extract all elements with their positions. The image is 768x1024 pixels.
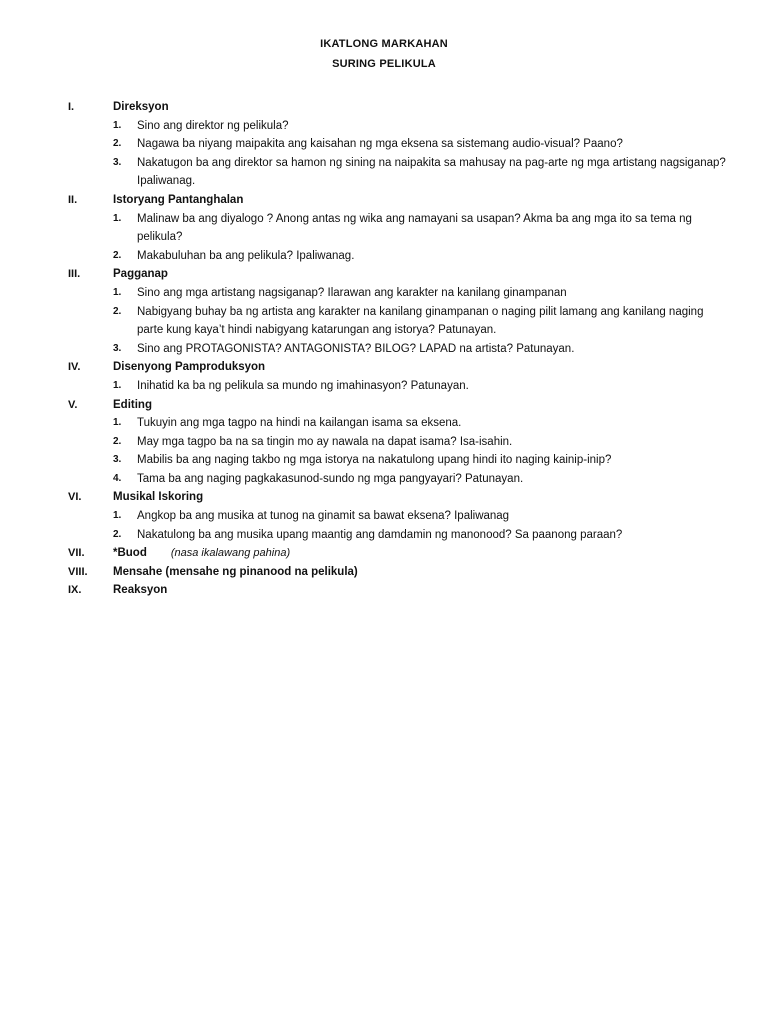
section-roman-numeral: I. (68, 101, 75, 113)
question-text: Angkop ba ang musika at tunog na ginamit sa bawat eksena? Ipaliwanag (137, 510, 510, 523)
section-roman-numeral: IX. (68, 584, 82, 597)
outline-section (0, 358, 768, 395)
review-outline (0, 98, 768, 600)
question-item (0, 433, 768, 452)
question-item (0, 451, 768, 470)
question-number: 2. (113, 138, 122, 150)
question-list (0, 210, 768, 266)
section-title-text: Pagganap (113, 268, 168, 281)
section-title-text: Istoryang Pantanghalan (113, 193, 244, 206)
outline-section (0, 396, 768, 489)
section-roman-numeral: III. (68, 268, 81, 281)
section-roman-numeral: II. (68, 193, 78, 206)
question-item (0, 470, 768, 489)
question-number: 1. (113, 212, 122, 224)
question-item (0, 135, 768, 154)
section-heading (0, 581, 768, 600)
question-item (0, 414, 768, 433)
question-number: 1. (113, 417, 122, 429)
question-text: Tama ba ang naging pagkakasunod-sundo ng mga pangyayari? Patunayan. (137, 472, 524, 485)
question-item (0, 526, 768, 545)
section-title-text: Mensahe (mensahe ng pinanood na pelikula) (113, 565, 358, 578)
document-header (0, 34, 768, 74)
question-text: Tukuyin ang mga tagpo na hindi na kailangan isama sa eksena. (137, 417, 462, 430)
section-title-text: Direksyon (113, 101, 169, 113)
quarter-title: IKATLONG MARKAHAN (320, 38, 448, 50)
section-heading (0, 265, 768, 284)
section-roman-numeral: IV. (68, 361, 81, 374)
question-text: Inihatid ka ba ng pelikula sa mundo ng imahinasyon? Patunayan. (137, 379, 469, 392)
section-title (113, 98, 169, 117)
question-item (0, 154, 768, 191)
section-roman-numeral: VII. (68, 547, 85, 560)
section-title (113, 396, 152, 415)
section-heading (0, 98, 768, 117)
question-item (0, 303, 768, 340)
question-text: Nakatugon ba ang direktor sa hamon ng sining na naipakita sa mahusay na pag-arte ng mga artistang nagsiganap? Ipaliwanag. (137, 156, 726, 188)
section-title (113, 191, 243, 210)
question-text: Sino ang PROTAGONISTA? ANTAGONISTA? BILOG? LAPAD na artista? Patunayan. (137, 342, 575, 355)
question-text: Sino ang mga artistang nagsiganap? Ilarawan ang karakter na kanilang ginampanan (137, 286, 567, 299)
question-number: 3. (113, 156, 122, 168)
section-title-text: Disenyong Pamproduksyon (113, 361, 266, 374)
section-roman-numeral: VI. (68, 491, 82, 504)
outline-section (0, 563, 768, 582)
question-item (0, 340, 768, 359)
section-title (113, 488, 203, 507)
outline-section (0, 98, 768, 191)
question-number: 1. (113, 119, 122, 131)
section-title (113, 265, 168, 284)
section-heading (0, 358, 768, 377)
outline-section (0, 581, 768, 600)
question-number: 1. (113, 510, 122, 522)
question-item (0, 507, 768, 526)
outline-section (0, 544, 768, 563)
section-heading (0, 544, 768, 563)
section-roman-numeral: VIII. (68, 565, 88, 578)
question-list (0, 507, 768, 544)
question-number: 2. (113, 435, 122, 447)
question-number: 2. (113, 305, 122, 317)
question-list (0, 284, 768, 358)
question-number: 1. (113, 286, 122, 298)
question-item (0, 210, 768, 247)
section-title-text: Reaksyon (113, 584, 168, 597)
section-title (113, 581, 167, 600)
question-item (0, 117, 768, 136)
question-item (0, 284, 768, 303)
section-note: (nasa ikalawang pahina) (170, 547, 291, 560)
question-number: 4. (113, 472, 122, 484)
question-text: Malinaw ba ang diyalogo ? Anong antas ng wika ang namayani sa usapan? Akma ba ang mga ito sa tema ng pelikula? (137, 212, 692, 244)
question-text: Nagawa ba niyang maipakita ang kaisahan ng mga eksena sa sistemang audio-visual? Paano? (137, 138, 623, 151)
question-number: 2. (113, 528, 122, 540)
section-title-text: Musikal Iskoring (113, 491, 204, 504)
section-title-text: *Buod (113, 547, 147, 560)
section-title-text: Editing (113, 398, 152, 411)
question-list (0, 117, 768, 191)
question-text: Mabilis ba ang naging takbo ng mga istorya na nakatulong upang hindi ito naging kainip-inip? (137, 454, 612, 467)
question-number: 3. (113, 454, 122, 466)
outline-section (0, 265, 768, 358)
worksheet-title: SURING PELIKULA (332, 58, 436, 70)
question-list (0, 377, 768, 396)
section-heading (0, 191, 768, 210)
question-number: 2. (113, 249, 122, 261)
section-heading (0, 563, 768, 582)
question-text: May mga tagpo ba na sa tingin mo ay nawala na dapat isama? Isa-isahin. (137, 435, 513, 448)
question-text: Sino ang direktor ng pelikula? (137, 119, 289, 132)
outline-section (0, 488, 768, 544)
section-roman-numeral: V. (68, 398, 78, 411)
question-text: Makabuluhan ba ang pelikula? Ipaliwanag. (137, 249, 355, 262)
section-title (113, 544, 290, 563)
question-text: Nakatulong ba ang musika upang maantig ang damdamin ng manonood? Sa paanong paraan? (137, 528, 623, 541)
question-text: Nabigyang buhay ba ng artista ang karakter na kanilang ginampanan o naging pilit lamang ang kanilang naging parte kung kaya’t hindi nabigyang katarungan ang istorya? Patunayan. (137, 305, 704, 337)
question-item (0, 247, 768, 266)
question-list (0, 414, 768, 488)
section-heading (0, 396, 768, 415)
section-title (113, 358, 265, 377)
section-heading (0, 488, 768, 507)
question-number: 1. (113, 379, 122, 391)
question-number: 3. (113, 342, 122, 354)
question-item (0, 377, 768, 396)
section-title (113, 563, 358, 582)
outline-section (0, 191, 768, 265)
